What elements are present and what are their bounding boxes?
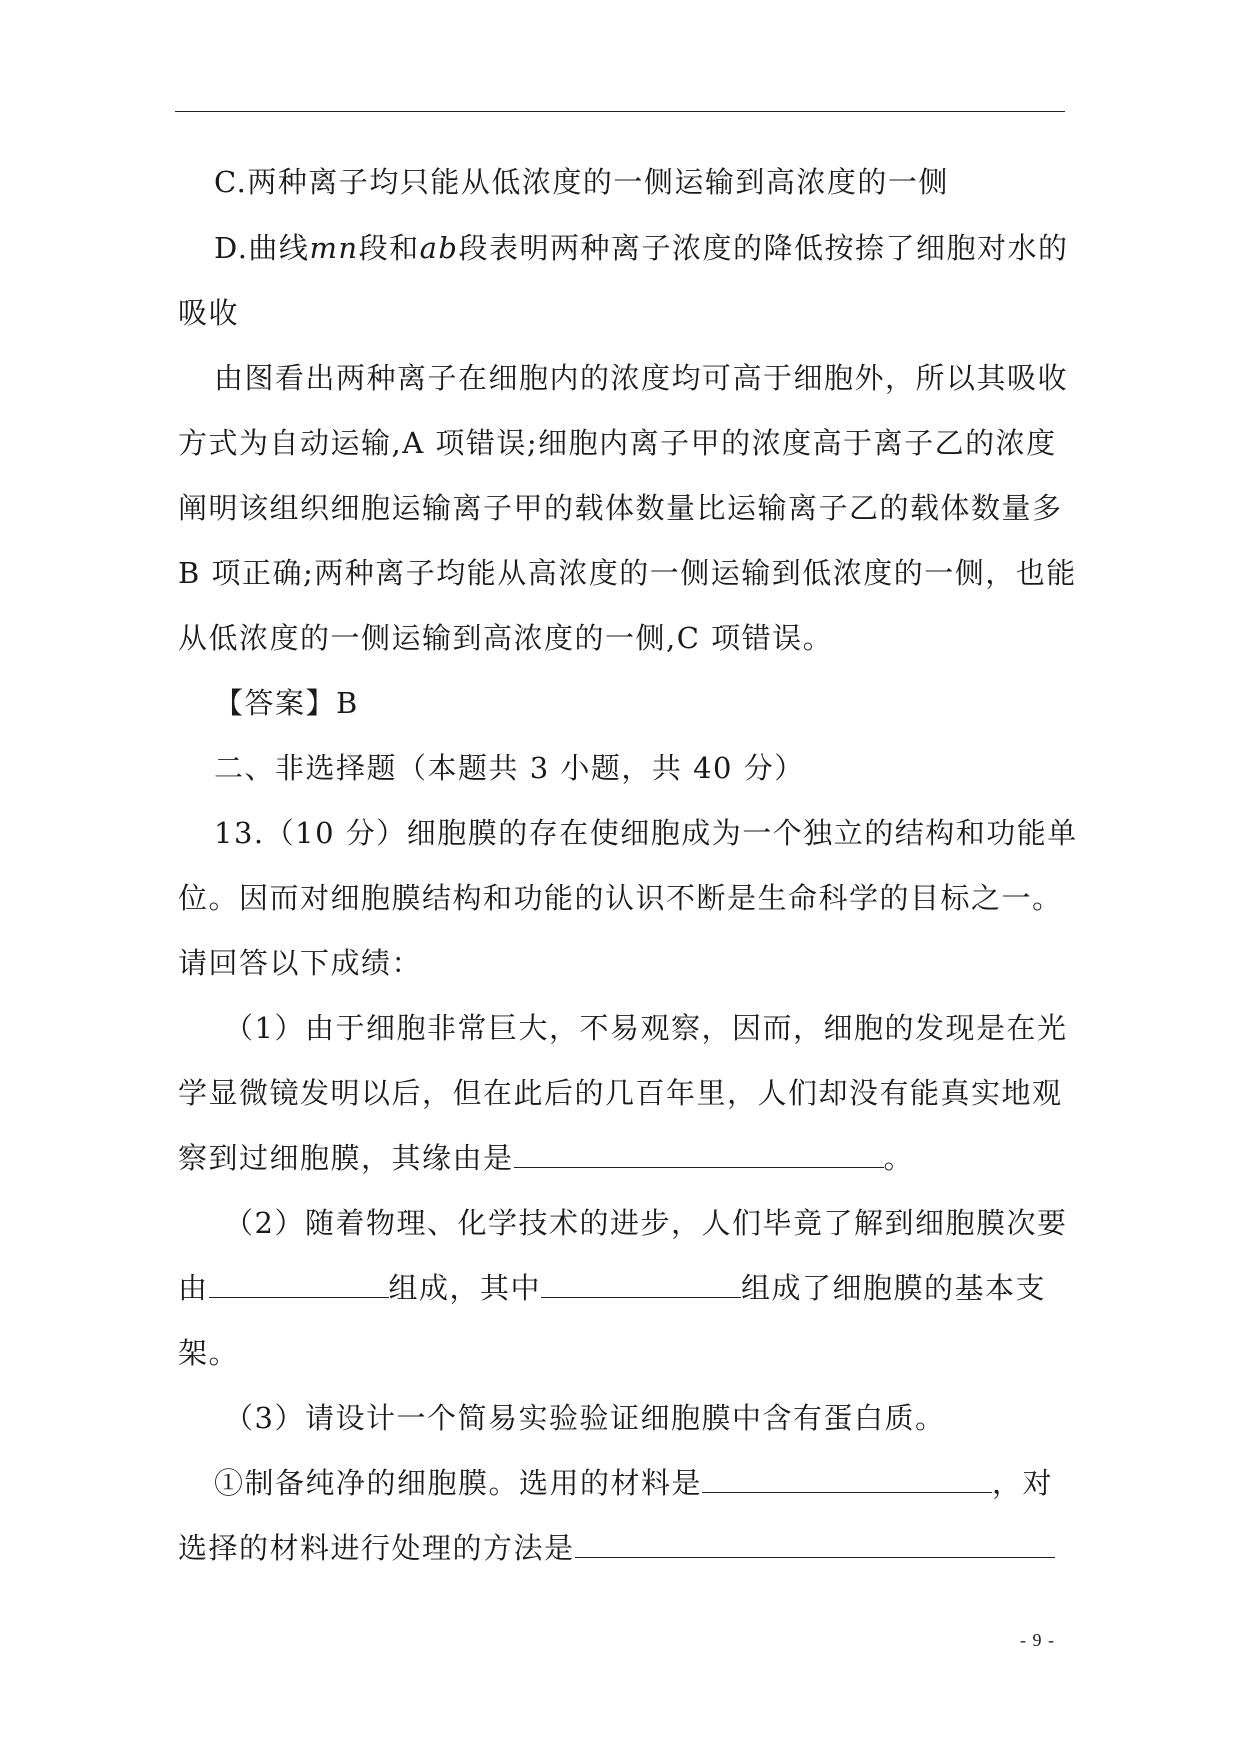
part-2-line-2: 由 组成，其中 组成了细胞膜的基本支 [178, 1271, 1047, 1305]
part-3-line-2: ①制备纯净的细胞膜。选用的材料是 ，对 [214, 1466, 1054, 1500]
answer-blank-3[interactable] [541, 1269, 741, 1298]
part-3-line-3: 选择的材料进行处理的方法是 [178, 1528, 1055, 1568]
part-2-line-1: （2）随着物理、化学技术的进步，人们毕竟了解到细胞膜次要 [224, 1206, 1068, 1240]
part-2-line-3: 架。 [178, 1336, 240, 1370]
explanation-line-4: B 项正确;两种离子均能从高浓度的一侧运输到低浓度的一侧，也能 [178, 556, 1077, 590]
question-13-line-3: 请回答以下成绩： [178, 946, 423, 980]
question-13-line-2: 位。因而对细胞膜结构和功能的认识不断是生命科学的目标之一。 [178, 881, 1063, 915]
explanation-line-3: 阐明该组织细胞运输离子甲的载体数量比运输离子乙的载体数量多 [178, 491, 1063, 525]
question-13-line-1: 13.（10 分）细胞膜的存在使细胞成为一个独立的结构和功能单 [214, 816, 1078, 850]
option-d: D.曲线mn段和ab段表明两种离子浓度的降低按捺了细胞对水的 [214, 231, 1069, 265]
part-3-line-1: （3）请设计一个简易实验验证细胞膜中含有蛋白质。 [224, 1401, 946, 1435]
option-c: C.两种离子均只能从低浓度的一侧运输到高浓度的一侧 [214, 165, 949, 199]
explanation-line-2: 方式为自动运输,A 项错误;细胞内离子甲的浓度高于离子乙的浓度 [178, 426, 1057, 460]
section-heading: 二、非选择题（本题共 3 小题，共 40 分） [214, 751, 805, 785]
explanation-line-5: 从低浓度的一侧运输到高浓度的一侧,C 项错误。 [178, 621, 834, 655]
header-rule [175, 111, 1065, 112]
answer-blank-4[interactable] [702, 1464, 992, 1493]
part-1-line-3: 察到过细胞膜，其缘由是 。 [178, 1141, 915, 1175]
answer-blank-5[interactable] [575, 1529, 1055, 1558]
answer-blank-1[interactable] [514, 1139, 884, 1168]
option-d-continued: 吸收 [178, 296, 240, 330]
answer-blank-2[interactable] [209, 1269, 389, 1298]
answer-line: 【答案】B [214, 686, 359, 720]
part-1-line-1: （1）由于细胞非常巨大，不易观察，因而，细胞的发现是在光 [224, 1011, 1068, 1045]
page-number: - 9 - [1020, 1630, 1055, 1650]
explanation-line-1: 由图看出两种离子在细胞内的浓度均可高于细胞外，所以其吸收 [214, 361, 1069, 395]
part-1-line-2: 学显微镜发明以后，但在此后的几百年里，人们却没有能真实地观 [178, 1076, 1063, 1110]
